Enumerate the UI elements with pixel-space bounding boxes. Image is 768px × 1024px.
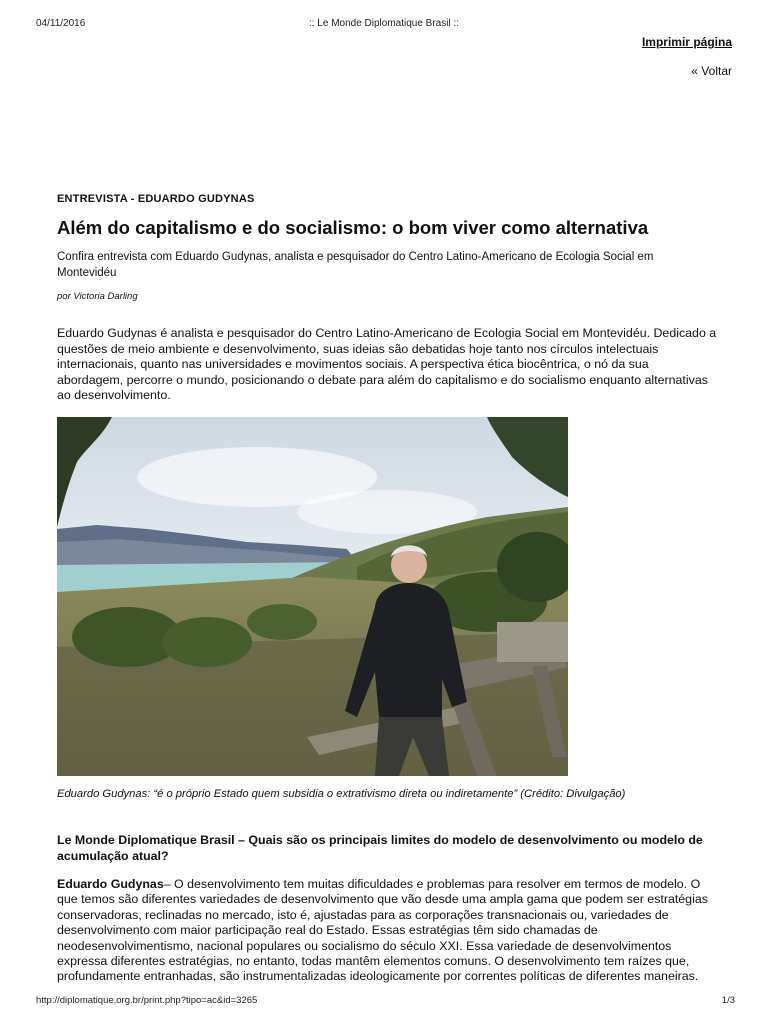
article-headline: Além do capitalismo e do socialismo: o bom viver como alternativa (57, 217, 649, 238)
article-deck: Confira entrevista com Eduardo Gudynas, analista e pesquisador do Centro Latino-Americano de Ecologia Social em Montevidéu (57, 251, 654, 279)
page-number: 1/3 (721, 995, 735, 1006)
article-intro: Eduardo Gudynas é analista e pesquisador do Centro Latino-Americano de Ecologia Social em Montevidéu. Dedicado a questões de meio ambiente e desenvolvimento, suas ideias são debatidas hoje tanto nos círculos intelectuais internacionais, quanto nas universidades e movimentos sociais. A perspectiva ética biocêntrica, o nó da sua abordagem, percorre o mundo, posicionando o debate para além do capitalismo e do socialismo enquanto alternativas ao desenvolvimento. (57, 326, 717, 402)
article-kicker: ENTREVISTA - EDUARDO GUDYNAS (57, 193, 255, 205)
back-link[interactable]: « Voltar (691, 64, 732, 78)
answer-text: – O desenvolvimento tem muitas dificuldades e problemas para resolver em termos de modelo. O que temos são diferentes variedades de desenvolvimento que vão desde uma ampla gama que podem ser estratégias conservadoras, reclinadas no mercado, isto é, ajustadas para as corporações transnacionais ou, variedades de desenvolvimento com maior participação real do Estado. Essas estratégias têm sido chamadas de neodesenvolvimentismo, nacional populares ou socialismo do século XXI. Essa variedade de desenvolvimentos expressa diferentes estratégias, no entanto, todas mantêm elementos comuns. O desenvolvimento tem raízes que, profundamente entranhadas, são instrumentalizadas ideologicamente por correntes políticas de diferentes maneiras. (57, 877, 708, 984)
print-date: 04/11/2016 (36, 18, 86, 29)
article-byline: por Victoria Darling (57, 291, 138, 302)
page-title: :: Le Monde Diplomatique Brasil :: (308, 18, 460, 29)
print-page-link[interactable]: Imprimir página (641, 35, 732, 49)
interview-answer (57, 877, 722, 985)
interview-question: Le Monde Diplomatique Brasil – Quais são os principais limites do modelo de desenvolvimento ou modelo de acumulação atual? (57, 833, 703, 863)
article-photo (57, 417, 568, 776)
footer-url: http://diplomatique.org.br/print.php?tipo=ac&id=3265 (36, 995, 258, 1006)
answer-speaker: Eduardo Gudynas (57, 877, 164, 891)
photo-caption: Eduardo Gudynas: “é o próprio Estado quem subsidia o extrativismo direta ou indiretamente” (Crédito: Divulgação) (57, 788, 626, 800)
